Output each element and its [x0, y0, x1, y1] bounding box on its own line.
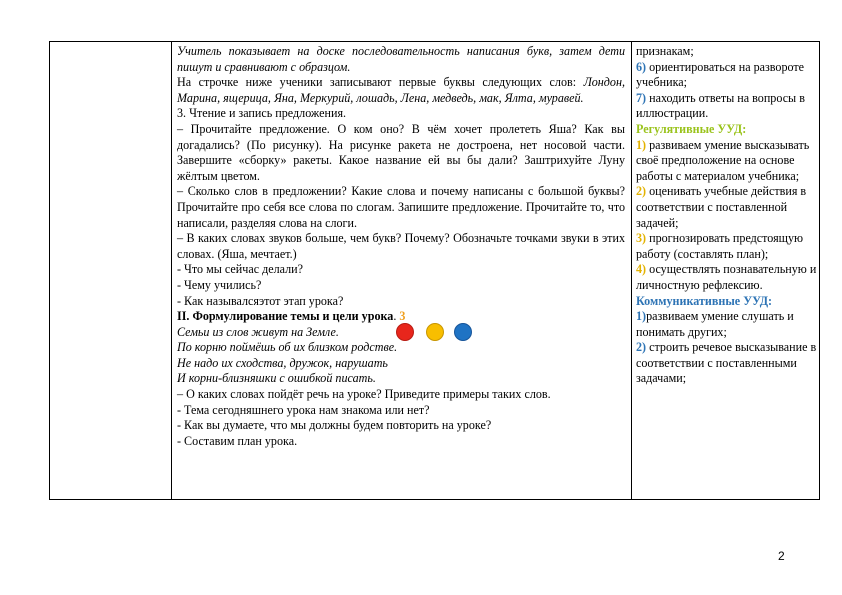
skill-7 [636, 91, 817, 122]
repeat-question: - Как вы думаете, что мы должны будем повторить на уроке? [177, 418, 492, 433]
red-dot-icon [396, 323, 414, 341]
skill-text: оценивать учебные действия в соответствии с поставленной задачей; [636, 184, 807, 230]
lesson-table [49, 41, 820, 500]
question-2: - Чему учились? [177, 277, 262, 292]
skill-number: 7) [636, 90, 647, 105]
skill-text: развиваем умение высказывать своё предположение на основе работы с материалом учебника; [636, 137, 810, 183]
skill-text: ориентироваться на развороте учебника; [636, 59, 805, 90]
poem-line-4: И корни-близняшки с ошибкой писать. [177, 371, 376, 386]
skill-number: 1) [636, 137, 647, 152]
skill-number: 1) [636, 309, 647, 324]
reg-skill-2 [636, 184, 817, 231]
com-skill-2 [636, 340, 817, 387]
first-letters-task [177, 75, 625, 106]
skill-6 [636, 60, 817, 91]
skills-column [632, 42, 821, 499]
topic-question: - Тема сегодняшнего урока нам знакома или нет? [177, 402, 430, 417]
step-3-title: 3. Чтение и запись предложения. [177, 106, 347, 121]
section-dot: . [393, 309, 397, 324]
skill-text: находить ответы на вопросы в иллюстрации. [636, 90, 805, 121]
com-skill-1 [636, 309, 817, 340]
skill-number: 2) [636, 340, 647, 355]
skill-number: 4) [636, 262, 647, 277]
word-list: Лондон, Марина, ящерица, Яна, Меркурий, лошадь, Лена, медведь, мак, Ялта, муравей. [177, 75, 625, 105]
poem-line-2: По корню поймёшь об их близком родстве. [177, 340, 398, 355]
skill-number: 6) [636, 59, 647, 74]
skill-text: осуществлять познавательную и личностную рефлексию. [636, 262, 817, 292]
reading-task: – Прочитайте предложение. О ком оно? В чём хочет пролететь Яша? Как вы догадались? (По рисунку). На рисунке ракета не достроена, нет носовой части. Завершите «сборку» ракеты. Какое название ей вы бы дали? Заштрихуйте Луну жёлтым цветом. [177, 121, 625, 183]
skill-text: развиваем умение слушать и понимать других; [636, 309, 794, 339]
skill-continued: признакам; [636, 44, 694, 58]
word-count-task: – Сколько слов в предложении? Какие слова и почему написаны с большой буквы? Прочитайте про себя все слова по слогам. Запишите предложение. Прочитайте то, что написали, разделяя слова на слоги. [177, 184, 625, 230]
blue-dot-icon [454, 323, 472, 341]
yellow-dot-icon [426, 323, 444, 341]
sounds-task: – В каких словах звуков больше, чем букв? Почему? Обозначьте точками звуки в этих словах. (Яша, мечтает.) [177, 231, 625, 261]
skill-number: 2) [636, 184, 647, 199]
skill-text: прогнозировать предстоящую работу (составлять план); [636, 231, 804, 261]
regulatory-heading: Регулятивные УУД: [636, 121, 747, 136]
question-3: - Как называлсяэтот этап урока? [177, 293, 344, 308]
section-heading [177, 309, 625, 325]
reg-skill-3 [636, 231, 817, 262]
poem-line-3: Не надо их сходства, дружок, нарушать [177, 355, 388, 370]
task-text: На строчке ниже ученики записывают первые буквы следующих слов: [177, 75, 584, 90]
teacher-instruction: Учитель показывает на доске последовательность написания букв, затем дети пишут и сравнивают с образцом. [177, 44, 625, 74]
plan-line: - Составим план урока. [177, 433, 298, 448]
communicative-heading: Коммуникативные УУД: [636, 293, 773, 308]
section-number: 3 [399, 309, 406, 324]
words-question: – О каких словах пойдёт речь на уроке? Приведите примеры таких слов. [177, 387, 551, 402]
stage-column [50, 42, 172, 499]
reg-skill-1 [636, 138, 817, 185]
reg-skill-4 [636, 262, 817, 293]
skill-number: 3) [636, 231, 647, 246]
question-1: - Что мы сейчас делали? [177, 262, 304, 277]
skill-text: строить речевое высказывание в соответствии с поставленными задачами; [636, 340, 817, 386]
poem-line-1: Семьи из слов живут на Земле. [177, 324, 339, 339]
activity-column [172, 42, 632, 499]
section-title: II. Формулирование темы и цели урока [177, 309, 394, 324]
page-number: 2 [778, 549, 785, 563]
